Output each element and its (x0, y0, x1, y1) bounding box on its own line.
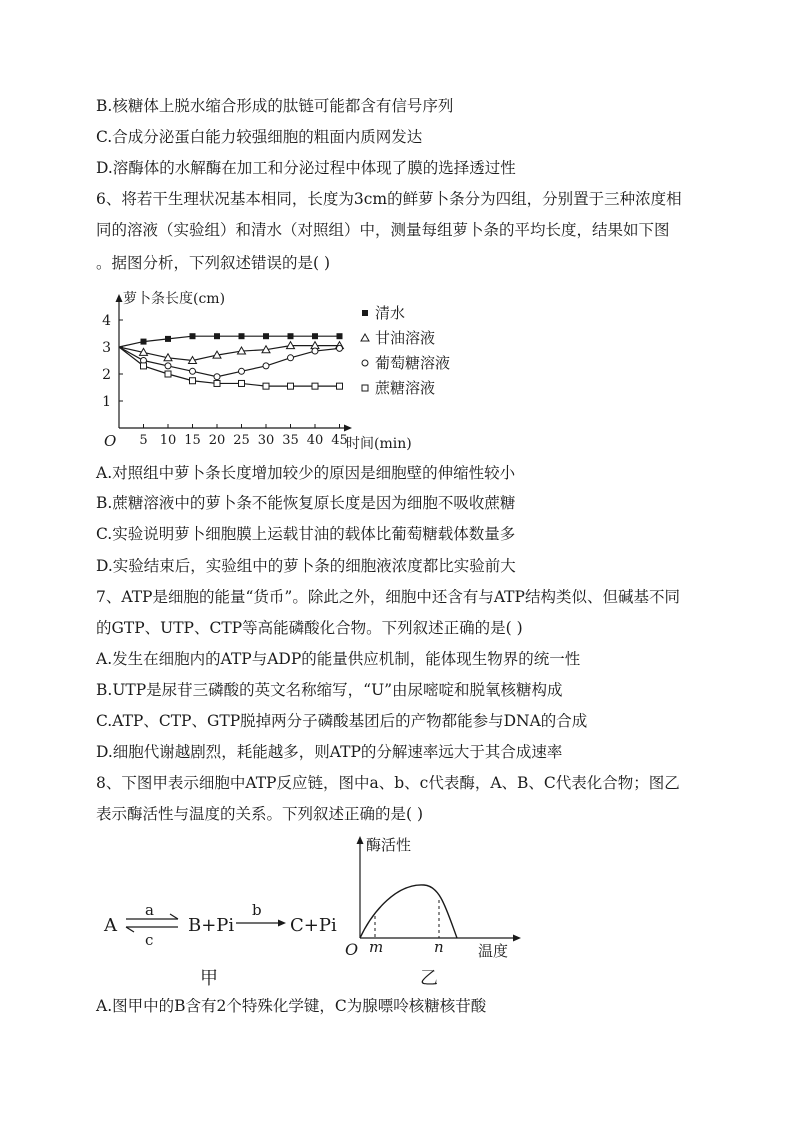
series-3-point (190, 368, 196, 374)
series-4-point (190, 378, 196, 384)
series-4-point (288, 383, 294, 389)
q6-option-d: D.实验结束后，实验组中的萝卜条的细胞液浓度都比实验前大 (96, 557, 516, 575)
q7-option-c: C.ATP、CTP、GTP脱掉两分子磷酸基团后的产物都能参与DNA的合成 (96, 712, 588, 730)
q6-line-chart (95, 283, 455, 458)
series-1-point (165, 336, 171, 342)
jia-compound-b-pi: B+Pi (188, 915, 235, 936)
legend-label-1: 清水 (375, 304, 406, 322)
series-4-point (312, 383, 318, 389)
q7-option-d: D.细胞代谢越剧烈，耗能越多，则ATP的分解速率远大于其合成速率 (96, 743, 563, 761)
legend-marker-1 (362, 310, 368, 316)
q5-option-b: B.核糖体上脱水缩合形成的肽链可能都含有信号序列 (96, 97, 454, 115)
series-1-point (312, 333, 318, 339)
series-1-point (337, 333, 343, 339)
chart-origin-label: O (104, 432, 117, 450)
series-1-point (190, 333, 196, 339)
jia-enzyme-c: c (145, 931, 154, 949)
series-3-point (337, 345, 343, 351)
jia-compound-c-pi: C+Pi (290, 915, 337, 936)
jia-enzyme-a: a (145, 901, 154, 919)
yi-n-label: n (434, 938, 444, 956)
q7-option-a: A.发生在细胞内的ATP与ADP的能量供应机制，能体现生物界的统一性 (96, 650, 581, 668)
x-tick-label: 15 (184, 433, 201, 448)
x-tick-label: 35 (282, 433, 299, 448)
series-1-point (263, 333, 269, 339)
legend-label-2: 甘油溶液 (375, 329, 436, 347)
yi-x-axis-label: 温度 (478, 942, 509, 960)
q7-option-b: B.UTP是尿苷三磷酸的英文名称缩写，“U”由尿嘧啶和脱氧核糖构成 (96, 681, 563, 699)
q7-stem-line1: 7、ATP是细胞的能量“货币”。除此之外，细胞中还含有与ATP结构类似、但碱基不同 (96, 588, 680, 606)
series-3-point (312, 348, 318, 354)
q5-option-c: C.合成分泌蛋白能力较强细胞的粗面内质网发达 (96, 128, 423, 146)
chart-y-axis-label: 萝卜条长度(cm) (123, 291, 226, 307)
legend-marker-2 (361, 334, 369, 341)
q8-stem-line1: 8、下图甲表示细胞中ATP反应链，图中a、b、c代表酶，A、B、C代表化合物；图乙 (96, 774, 680, 792)
y-tick-label: 2 (102, 367, 111, 383)
jia-figure-label: 甲 (200, 968, 218, 989)
q8-diagram-yi (338, 828, 528, 988)
q5-option-d: D.溶酶体的水解酶在加工和分泌过程中体现了膜的选择透过性 (96, 159, 516, 177)
q6-stem-line2: 同的溶液（实验组）和清水（对照组）中，测量每组萝卜条的平均长度，结果如下图 (96, 221, 670, 239)
q8-stem-line2: 表示酶活性与温度的关系。下列叙述正确的是( ) (96, 805, 424, 823)
series-1-point (214, 333, 220, 339)
series-3-point (239, 368, 245, 374)
jia-enzyme-b: b (252, 901, 262, 919)
series-4-point (263, 383, 269, 389)
q8-diagram-jia (100, 895, 340, 990)
series-4-point (337, 383, 343, 389)
legend-label-3: 葡萄糖溶液 (375, 354, 451, 372)
y-tick-label: 4 (102, 313, 111, 329)
legend-marker-4 (362, 385, 368, 391)
series-4-point (165, 371, 171, 377)
x-tick-label: 20 (208, 433, 226, 448)
x-tick-label: 40 (306, 433, 324, 448)
series-3-point (263, 363, 269, 369)
legend-label-4: 蔗糖溶液 (375, 379, 436, 397)
q6-option-a: A.对照组中萝卜条长度增加较少的原因是细胞壁的伸缩性较小 (96, 464, 516, 482)
q7-stem-line2: 的GTP、UTP、CTP等高能磷酸化合物。下列叙述正确的是( ) (96, 619, 523, 637)
q6-stem-line3: 。据图分析，下列叙述错误的是( ) (96, 254, 331, 272)
series-3-point (165, 363, 171, 369)
series-4-point (239, 380, 245, 386)
jia-arrow-b (236, 920, 286, 927)
x-tick-label: 25 (233, 433, 250, 448)
series-1-point (288, 333, 294, 339)
yi-origin-label: O (345, 940, 359, 959)
x-tick-label: 10 (159, 433, 177, 448)
x-tick-label: 5 (139, 433, 148, 448)
y-tick-label: 3 (102, 340, 111, 356)
legend-marker-3 (362, 360, 368, 366)
series-4-point (141, 363, 147, 369)
series-3-point (288, 355, 294, 361)
q6-option-b: B.蔗糖溶液中的萝卜条不能恢复原长度是因为细胞不吸收蔗糖 (96, 494, 516, 512)
jia-compound-a: A (104, 915, 117, 936)
series-1-point (141, 339, 147, 345)
series-1-point (239, 333, 245, 339)
series-3-point (214, 374, 220, 380)
yi-figure-label: 乙 (420, 968, 438, 988)
q6-stem-line1: 6、将若干生理状况基本相同，长度为3cm的鲜萝卜条分为四组，分别置于三种浓度相 (96, 190, 682, 208)
series-line-3 (119, 347, 340, 377)
q6-option-c: C.实验说明萝卜细胞膜上运载甘油的载体比葡萄糖载体数量多 (96, 525, 516, 543)
series-4-point (214, 380, 220, 386)
yi-m-label: m (369, 938, 384, 956)
y-tick-label: 1 (102, 394, 111, 410)
x-tick-label: 30 (257, 433, 275, 448)
x-tick-label: 45 (331, 433, 348, 448)
yi-y-axis-label: 酶活性 (366, 836, 412, 854)
q8-option-a: A.图甲中的B含有2个特殊化学键，C为腺嘌呤核糖核苷酸 (96, 997, 487, 1015)
chart-x-axis-label: 时间(min) (346, 436, 412, 452)
